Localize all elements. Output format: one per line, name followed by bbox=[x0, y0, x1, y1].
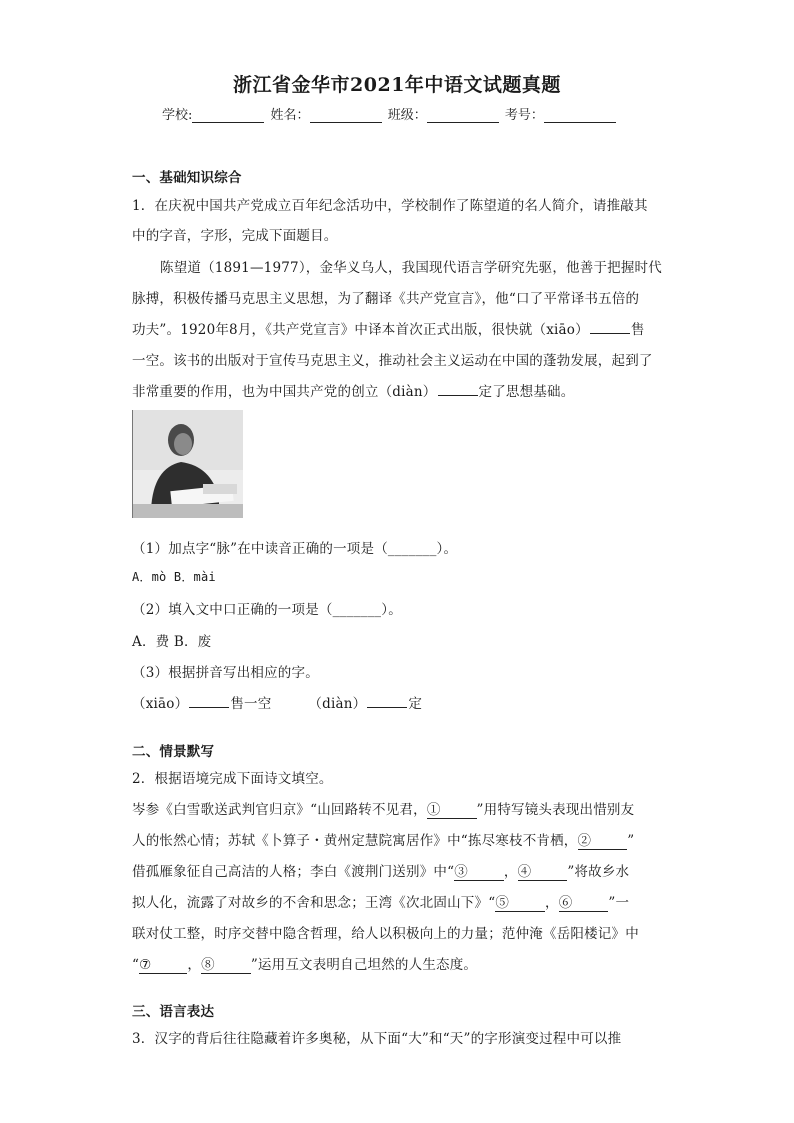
sub-question-1-options: A．mò B．mài bbox=[132, 570, 216, 584]
blank-2[interactable] bbox=[578, 833, 628, 850]
section-2-heading: 二、情景默写 bbox=[132, 744, 215, 760]
sub-question-3-answer bbox=[132, 692, 422, 712]
poem-line-3 bbox=[132, 860, 629, 880]
number-blank[interactable] bbox=[544, 108, 616, 123]
poem-line-4-end: ”一 bbox=[608, 895, 630, 911]
answer-dian-end: 定 bbox=[408, 696, 423, 712]
passage-line-5-end: 定了思想基础。 bbox=[478, 384, 575, 400]
q1-line-1: 1．在庆祝中国共产党成立百年纪念活功中，学校制作了陈望道的名人简介，请推敲其 bbox=[132, 198, 648, 214]
passage-line-1: 陈望道（1891—1977），金华义乌人，我国现代语言学研究先驱，他善于把握时代 bbox=[160, 260, 662, 276]
portrait-illustration bbox=[133, 410, 243, 518]
sub-question-2: （2）填入文中口正确的一项是（_______）。 bbox=[132, 602, 402, 618]
passage-line-5 bbox=[132, 380, 574, 400]
q3-prompt: 3．汉字的背后往往隐藏着许多奥秘，从下面“大”和“天”的字形演变过程中可以推 bbox=[132, 1031, 622, 1047]
blank-4[interactable] bbox=[518, 864, 568, 881]
blank-3[interactable] bbox=[454, 864, 504, 881]
answer-xiao-end: 售一空 bbox=[230, 696, 272, 712]
poem-line-5: 联对仗工整，时序交替中隐含哲理，给人以积极向上的力量；范仲淹《岳阳楼记》中 bbox=[132, 926, 639, 942]
blank-1-number: ① bbox=[426, 802, 441, 818]
class-label: 班级： bbox=[387, 108, 427, 123]
number-label: 考号： bbox=[504, 108, 544, 123]
poem-line-6 bbox=[132, 953, 477, 973]
blank-3-number: ③ bbox=[454, 864, 468, 880]
sub-question-2-options: A．费 B．废 bbox=[132, 634, 212, 650]
blank-6[interactable] bbox=[559, 895, 609, 912]
sub-question-3: （3）根据拼音写出相应的字。 bbox=[132, 665, 319, 681]
answer-blank-xiao[interactable] bbox=[189, 694, 229, 708]
pinyin-dian: （diàn） bbox=[308, 696, 367, 712]
class-blank[interactable] bbox=[427, 108, 499, 123]
pinyin-xiao: （xiāo） bbox=[132, 696, 189, 712]
poem-line-6-open: “ bbox=[132, 957, 140, 973]
passage-line-3-text: 功夫”。1920年8月，《共产党宣言》中译本首次正式出版，很快就（xiāo） bbox=[132, 322, 589, 338]
blank-5-number: ⑤ bbox=[495, 895, 510, 911]
portrait-photo bbox=[132, 410, 243, 518]
poem-line-1 bbox=[132, 798, 634, 818]
name-blank[interactable] bbox=[310, 108, 382, 123]
school-blank[interactable] bbox=[192, 108, 264, 123]
q2-prompt: 2．根据语境完成下面诗文填空。 bbox=[132, 771, 333, 787]
q1-line-2: 中的字音，字形，完成下面题目。 bbox=[132, 228, 338, 244]
answer-blank-dian[interactable] bbox=[367, 694, 407, 708]
passage-line-4: 一空。该书的出版对于宣传马克思主义，推动社会主义运动在中国的蓬勃发展，起到了 bbox=[132, 353, 653, 369]
section-3-heading: 三、语言表达 bbox=[132, 1004, 215, 1020]
blank-5[interactable] bbox=[495, 895, 545, 912]
passage-line-2: 脉搏，积极传播马克思主义思想，为了翻译《共产党宣言》，他“口了平常译书五倍的 bbox=[132, 291, 640, 307]
student-info-row bbox=[162, 104, 618, 123]
school-label: 学校: bbox=[162, 108, 193, 123]
name-label: 姓名： bbox=[270, 108, 310, 123]
passage-line-3-end: 售 bbox=[630, 322, 645, 338]
poem-line-3-text: 借孤雁象征自己高洁的人格；李白《渡荆门送别》中“ bbox=[132, 864, 455, 880]
blank-7[interactable] bbox=[139, 957, 187, 974]
poem-line-6-end: ”运用互文表明自己坦然的人生态度。 bbox=[250, 957, 478, 973]
poem-line-6-comma: ， bbox=[187, 957, 202, 973]
poem-line-3-end: ”将故乡水 bbox=[567, 864, 630, 880]
section-1-heading: 一、基础知识综合 bbox=[132, 170, 242, 186]
blank-dian[interactable] bbox=[438, 382, 478, 396]
poem-line-1-end: ”用特写镜头表现出惜别友 bbox=[476, 802, 635, 818]
blank-6-number: ⑥ bbox=[558, 895, 573, 911]
poem-line-2-text: 人的怅然心情；苏轼《卜算子・黄州定慧院寓居作》中“拣尽寒枝不肯栖， bbox=[132, 833, 578, 849]
poem-line-4-comma: ， bbox=[545, 895, 559, 911]
poem-line-3-comma: ， bbox=[503, 864, 518, 880]
passage-line-5-text: 非常重要的作用，也为中国共产党的创立（diàn） bbox=[132, 384, 437, 400]
sub-question-1: （1）加点字“脉”在中读音正确的一项是（_______）。 bbox=[132, 541, 458, 557]
poem-line-4 bbox=[132, 891, 629, 911]
page-title: 浙江省金华市2021年中语文试题真题 bbox=[233, 74, 561, 96]
blank-1[interactable] bbox=[427, 802, 477, 819]
poem-line-1-text: 岑参《白雪歌送武判官归京》“山回路转不见君， bbox=[132, 802, 427, 818]
passage-line-3 bbox=[132, 318, 645, 338]
blank-8[interactable] bbox=[201, 957, 251, 974]
blank-2-number: ② bbox=[577, 833, 592, 849]
blank-4-number: ④ bbox=[517, 864, 532, 880]
blank-7-number: ⑦ bbox=[139, 957, 152, 973]
poem-line-2-end: ” bbox=[627, 833, 635, 849]
blank-xiao[interactable] bbox=[590, 320, 630, 334]
blank-8-number: ⑧ bbox=[201, 957, 215, 973]
poem-line-2 bbox=[132, 829, 634, 849]
poem-line-4-text: 拟人化，流露了对故乡的不舍和思念；王湾《次北固山下》“ bbox=[132, 895, 496, 911]
